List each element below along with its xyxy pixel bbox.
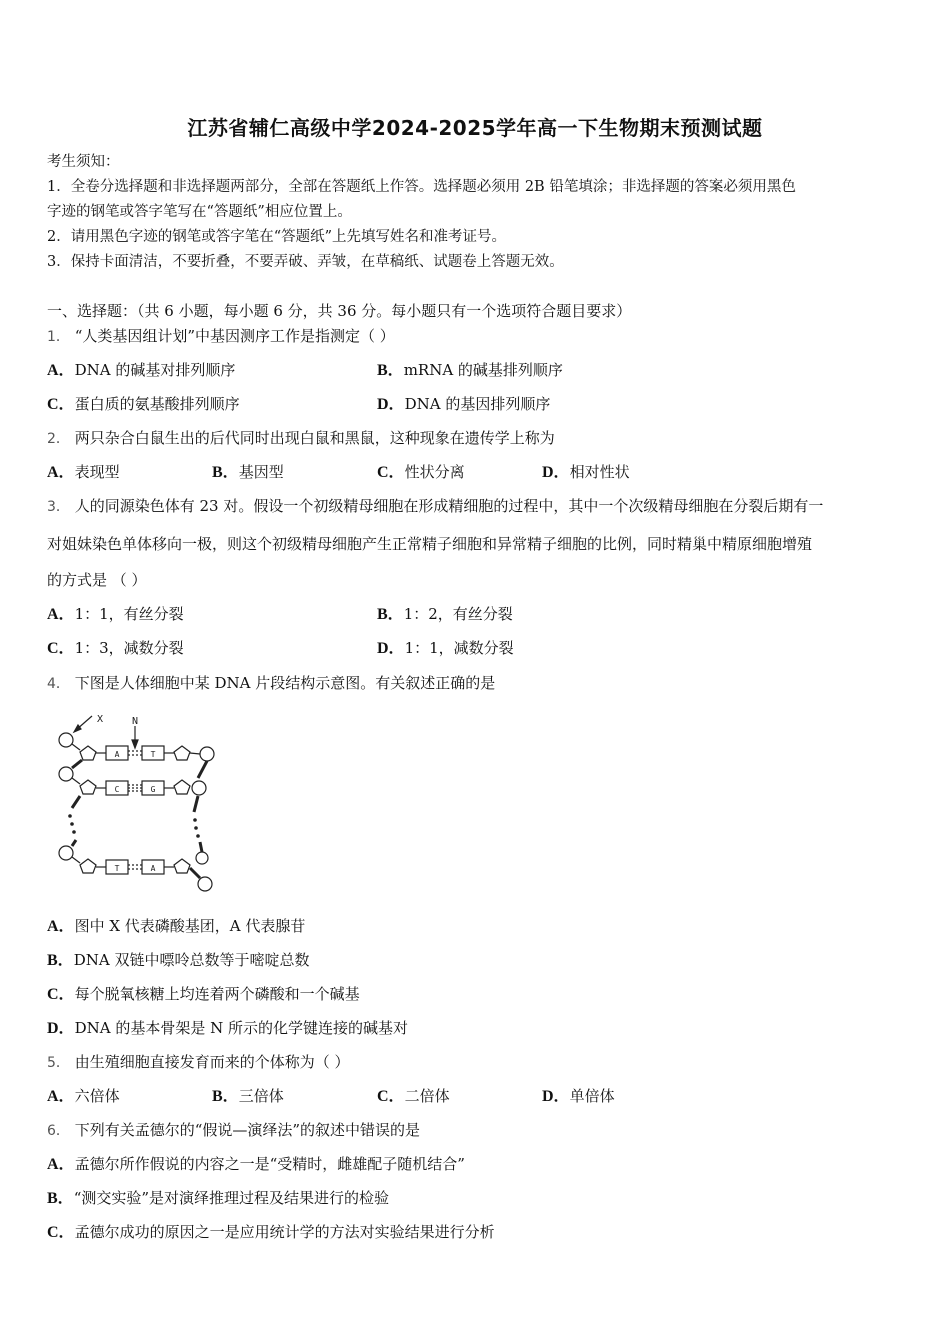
q4-option-b xyxy=(47,950,309,971)
notice-line-3: 3．保持卡面清洁，不要折叠，不要弄破、弄皱，在草稿纸、试题卷上答题无效。 xyxy=(47,254,564,270)
label-n: N xyxy=(131,716,139,727)
q5-option-c xyxy=(377,1086,450,1107)
q5-option-a xyxy=(47,1086,120,1107)
q4-option-c xyxy=(47,984,360,1005)
q2-option-a xyxy=(47,462,120,483)
question-number: 3． xyxy=(47,499,70,515)
option-label: C． xyxy=(47,396,75,413)
q1-option-a xyxy=(47,360,235,381)
question-4 xyxy=(47,673,495,694)
option-text: 三倍体 xyxy=(238,1087,284,1105)
phosphate-circle xyxy=(198,877,212,891)
option-label: D． xyxy=(377,396,405,413)
q1-option-c xyxy=(47,394,240,415)
question-3-line-3: 的方式是 （ ） xyxy=(47,571,147,589)
option-label: B． xyxy=(377,606,404,623)
option-text: 单倍体 xyxy=(569,1087,615,1105)
question-stem: 由生殖细胞直接发育而来的个体称为（ ） xyxy=(74,1053,350,1071)
notice-line-2: 2．请用黑色字迹的钢笔或答字笔在“答题纸”上先填写姓名和准考证号。 xyxy=(47,229,507,245)
option-label: C． xyxy=(47,1224,75,1241)
option-label: C． xyxy=(47,986,75,1003)
option-text: “测交实验”是对演绎推理过程及结果进行的检验 xyxy=(73,1189,390,1207)
option-text: mRNA 的碱基排列顺序 xyxy=(403,361,563,379)
dna-structure-diagram xyxy=(50,708,230,898)
question-stem: “人类基因组计划”中基因测序工作是指测定（ ） xyxy=(74,327,395,345)
q2-option-c xyxy=(377,462,465,483)
section-heading: 一、选择题：（共 6 小题，每小题 6 分，共 36 分。每小题只有一个选项符合题目要求） xyxy=(47,302,632,320)
q6-option-a xyxy=(47,1154,465,1175)
option-label: D． xyxy=(377,640,405,657)
option-label: C． xyxy=(377,464,405,481)
q2-option-b xyxy=(212,462,284,483)
phosphate-circle xyxy=(59,846,73,860)
page-title: 江苏省辅仁高级中学2024-2025学年高一下生物期末预测试题 xyxy=(187,116,763,140)
option-label: A． xyxy=(47,362,75,379)
option-text: 1：2，有丝分裂 xyxy=(403,605,513,623)
q1-option-d xyxy=(377,394,550,415)
base-label: G xyxy=(150,785,156,794)
question-3 xyxy=(47,496,823,517)
sugar-pentagon xyxy=(174,780,190,794)
option-text: 每个脱氧核糖上均连着两个磷酸和一个碱基 xyxy=(74,985,360,1003)
option-label: C． xyxy=(377,1088,405,1105)
sugar-pentagon xyxy=(174,859,190,873)
question-stem: 下图是人体细胞中某 DNA 片段结构示意图。有关叙述正确的是 xyxy=(74,674,496,692)
phosphate-circle xyxy=(196,852,208,864)
phosphate-circle xyxy=(200,747,214,761)
option-text: DNA 双链中嘌呤总数等于嘧啶总数 xyxy=(73,951,310,969)
notice-line-1a: 1．全卷分选择题和非选择题两部分，全部在答题纸上作答。选择题必须用 2B 铅笔填涂；非选择题的答案必须用黑色 xyxy=(47,179,796,195)
option-label: A． xyxy=(47,918,75,935)
option-text: DNA 的基本骨架是 N 所示的化学键连接的碱基对 xyxy=(74,1019,408,1037)
question-number: 5． xyxy=(47,1055,70,1071)
question-number: 6． xyxy=(47,1123,70,1139)
q3-option-a xyxy=(47,604,184,625)
option-label: D． xyxy=(542,1088,570,1105)
option-text: 基因型 xyxy=(238,463,284,481)
sugar-pentagon xyxy=(80,746,96,760)
question-stem: 下列有关孟德尔的“假说—演绎法”的叙述中错误的是 xyxy=(74,1121,421,1139)
sugar-pentagon xyxy=(80,859,96,873)
option-label: A． xyxy=(47,606,75,623)
question-number: 2． xyxy=(47,431,70,447)
option-text: 表现型 xyxy=(74,463,120,481)
base-label: T xyxy=(114,864,120,873)
q2-option-d xyxy=(542,462,630,483)
option-label: B． xyxy=(47,1190,74,1207)
option-text: 相对性状 xyxy=(569,463,630,481)
base-label: A xyxy=(114,750,120,759)
q3-option-c xyxy=(47,638,184,659)
notice-heading: 考生须知： xyxy=(47,154,120,170)
option-label: B． xyxy=(47,952,74,969)
option-label: D． xyxy=(542,464,570,481)
q3-option-d xyxy=(377,638,514,659)
option-text: DNA 的碱基对排列顺序 xyxy=(74,361,236,379)
q5-option-d xyxy=(542,1086,615,1107)
option-label: B． xyxy=(212,464,239,481)
option-label: B． xyxy=(212,1088,239,1105)
option-text: DNA 的基因排列顺序 xyxy=(404,395,551,413)
option-text: 蛋白质的氨基酸排列顺序 xyxy=(74,395,240,413)
option-text: 性状分离 xyxy=(404,463,465,481)
option-text: 孟德尔成功的原因之一是应用统计学的方法对实验结果进行分析 xyxy=(74,1223,495,1241)
notice-line-1b: 字迹的钢笔或答字笔写在“答题纸”相应位置上。 xyxy=(47,204,352,220)
question-1 xyxy=(47,326,395,347)
option-label: D． xyxy=(47,1020,75,1037)
option-label: B． xyxy=(377,362,404,379)
question-6 xyxy=(47,1120,420,1141)
sugar-pentagon xyxy=(80,780,96,794)
option-text: 二倍体 xyxy=(404,1087,450,1105)
question-stem: 人的同源染色体有 23 对。假设一个初级精母细胞在形成精细胞的过程中，其中一个次级精母细胞在分裂后期有一 xyxy=(74,497,824,515)
q3-option-b xyxy=(377,604,513,625)
question-3-line-2: 对姐妹染色单体移向一极，则这个初级精母细胞产生正常精子细胞和异常精子细胞的比例，同时精巢中精原细胞增殖 xyxy=(47,535,813,553)
option-label: A． xyxy=(47,464,75,481)
n-arrow-head xyxy=(132,740,138,748)
question-number: 1． xyxy=(47,329,70,345)
option-label: A． xyxy=(47,1088,75,1105)
option-text: 孟德尔所作假说的内容之一是“受精时，雌雄配子随机结合” xyxy=(74,1155,465,1173)
option-label: A． xyxy=(47,1156,75,1173)
question-2 xyxy=(47,428,555,449)
phosphate-circle xyxy=(192,781,206,795)
question-number: 4． xyxy=(47,676,70,692)
q1-option-b xyxy=(377,360,563,381)
option-label: C． xyxy=(47,640,75,657)
option-text: 六倍体 xyxy=(74,1087,120,1105)
option-text: 图中 X 代表磷酸基团，A 代表腺苷 xyxy=(74,917,306,935)
base-label: A xyxy=(150,864,156,873)
base-label: C xyxy=(114,785,120,794)
phosphate-circle xyxy=(59,767,73,781)
label-x: X xyxy=(96,714,104,725)
q5-option-b xyxy=(212,1086,284,1107)
option-text: 1：1，减数分裂 xyxy=(404,639,514,657)
q4-option-d xyxy=(47,1018,408,1039)
q6-option-b xyxy=(47,1188,389,1209)
question-stem: 两只杂合白鼠生出的后代同时出现白鼠和黑鼠，这种现象在遗传学上称为 xyxy=(74,429,555,447)
sugar-pentagon xyxy=(174,746,190,760)
q4-option-a xyxy=(47,916,305,937)
base-label: T xyxy=(150,750,156,759)
phosphate-circle xyxy=(59,733,73,747)
option-text: 1：1，有丝分裂 xyxy=(74,605,184,623)
q6-option-c xyxy=(47,1222,495,1243)
question-5 xyxy=(47,1052,349,1073)
option-text: 1：3，减数分裂 xyxy=(74,639,184,657)
